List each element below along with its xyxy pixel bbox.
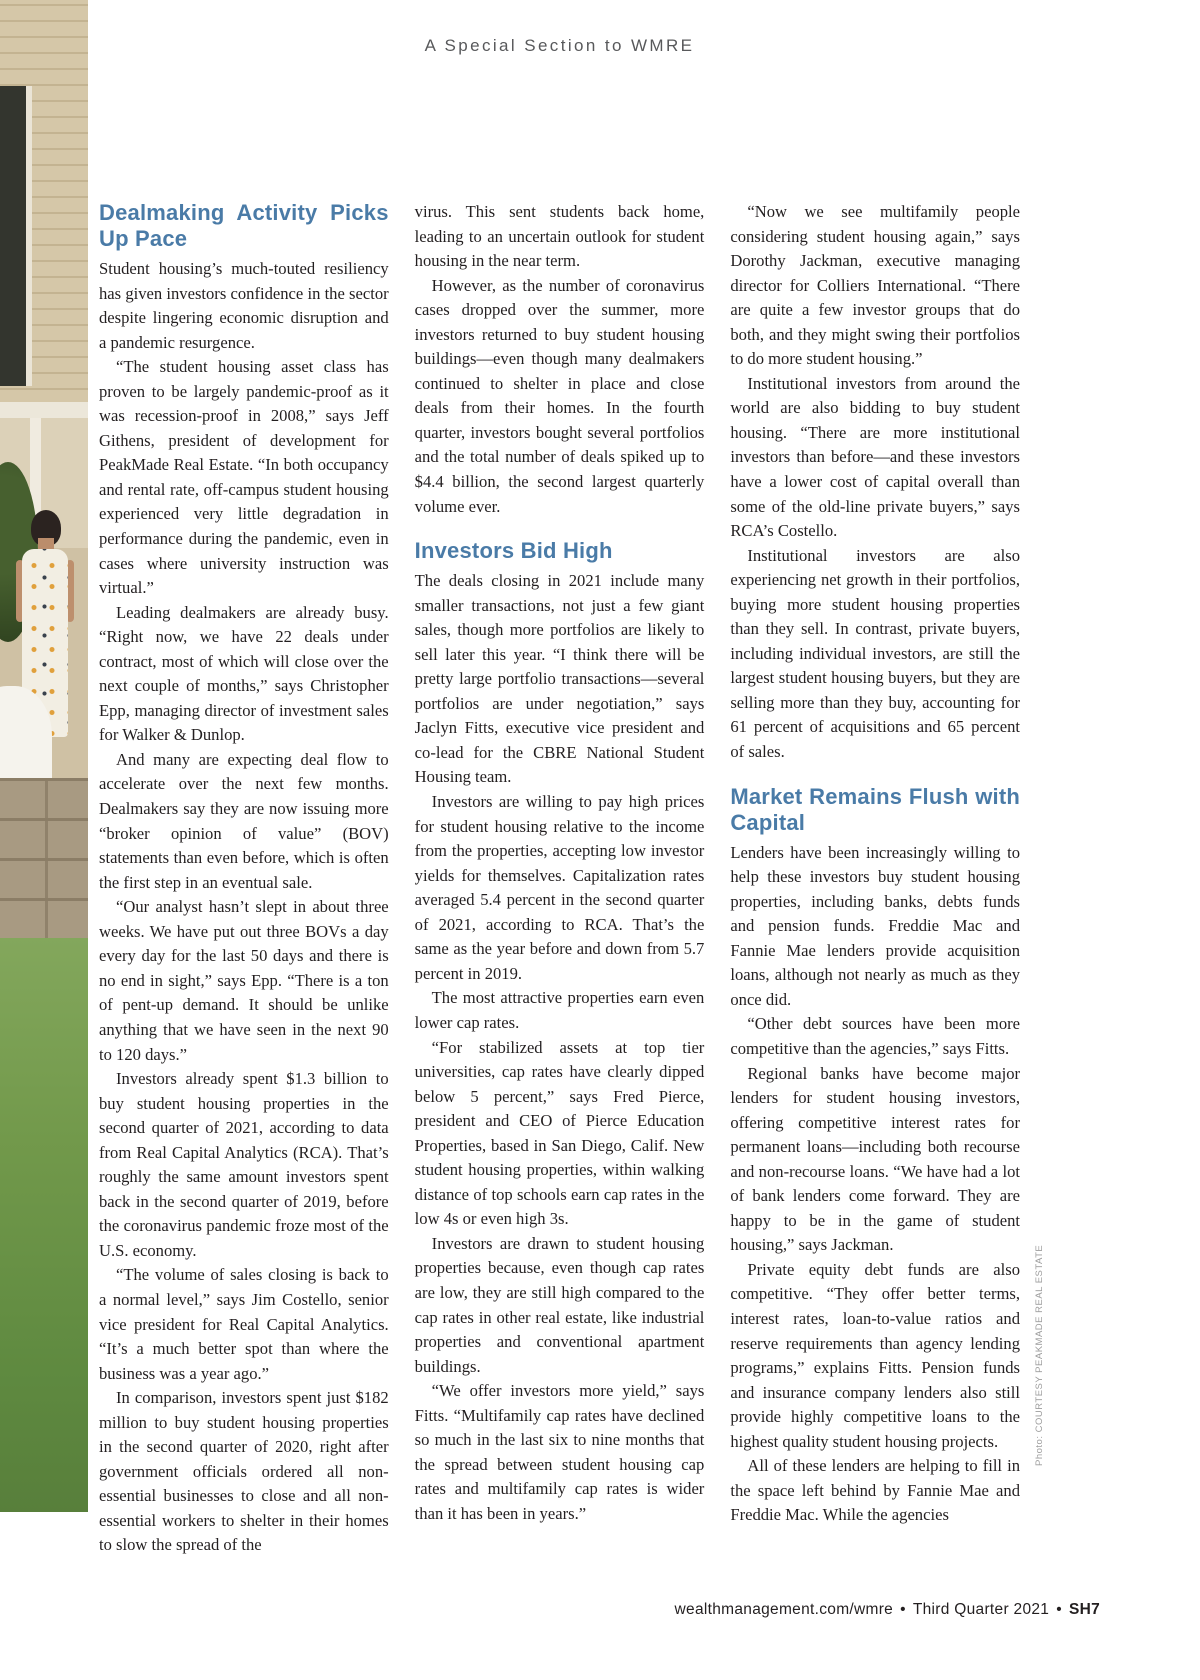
body-paragraph: The deals closing in 2021 include many smaller transactions, not just a few giant sales, though more portfolios are likely to sell later this year. “I think there will be pretty large portfolio transactions—several portfolios are under negotiation,” says Jaclyn Fitts, executive vice president and co-lead for the CBRE National Student Housing team. — [414, 571, 705, 787]
body-paragraph: Regional banks have become major lenders for student housing investors, offering competitive interest rates for permanent loans—including both recourse and non-recourse loans. “We have had a lot of bank lenders come forward. They are happy to be in the game of student housing,” says Jackman. — [730, 1063, 1021, 1255]
body-paragraph: “Other debt sources have been more competitive than the agencies,” says Fitts. — [730, 1014, 1021, 1058]
body-paragraph: In comparison, investors spent just $182 million to buy student housing properties in the second quarter of 2020, right after government officials ordered all non-essential businesses to close and all non-essential workers to shelter in their homes to slow the spread of the — [99, 1388, 389, 1555]
article-column-1 — [99, 200, 389, 1555]
body-paragraph: The most attractive properties earn even lower cap rates. — [414, 988, 705, 1032]
body-paragraph: Leading dealmakers are already busy. “Right now, we have 22 deals under contract, most of which will close over the next couple of months,” says Christopher Epp, managing director of investment sales for Walker & Dunlop. — [99, 602, 389, 745]
body-paragraph: “Now we see multifamily people considering student housing again,” says Dorothy Jackman, executive managing director for Colliers International. “There are quite a few investor groups that do both, and they might swing their portfolios to do more student housing.” — [730, 202, 1021, 369]
section-heading: Market Remains Flush with Capital — [730, 783, 1021, 835]
body-paragraph: Investors are willing to pay high prices for student housing relative to the income from the properties, accepting low investor yields for themselves. Capitalization rates averaged 5.4 percent in the second quarter of 2021, according to RCA. That’s the same as the year before and down from 5.7 percent in 2019. — [414, 792, 705, 983]
body-paragraph: “Our analyst hasn’t slept in about three weeks. We have put out three BOVs a day every day for the last 50 days and there is no end in sight,” says Epp. “There is a ton of pent-up demand. It should be unlike anything that we have seen in the next 90 to 120 days.” — [99, 897, 389, 1064]
footer-issue: Third Quarter 2021 — [912, 1601, 1050, 1618]
left-photo — [0, 0, 88, 1512]
body-paragraph: “We offer investors more yield,” says Fitts. “Multifamily cap rates have declined so much in the last six to nine months that the spread between student housing cap rates and multifamily cap rates is wider than it has been in years.” — [414, 1381, 705, 1523]
body-paragraph: Lenders have been increasingly willing to help these investors buy student housing properties, including banks, debts funds and pension funds. Freddie Mac and Fannie Mae lenders provide acquisition loans, although not nearly as much as they once did. — [730, 842, 1021, 1009]
photo-wall-trim — [0, 402, 88, 418]
photo-credit: Photo: COURTESY PEAKMADE REAL ESTATE — [1034, 1244, 1045, 1466]
footer-bullet: • — [900, 1601, 906, 1618]
body-paragraph: “For stabilized assets at top tier universities, cap rates have clearly dipped below 5 percent,” says Fred Pierce, president and CEO of Pierce Education Properties, based in San Diego, Calif. New student housing properties, within walking distance of top schools earn cap rates in the low 4s or even high 3s. — [414, 1037, 705, 1229]
body-paragraph: Investors already spent $1.3 billion to buy student housing properties in the second quarter of 2021, according to data from Real Capital Analytics (RCA). That’s roughly the same amount investors spent back in the second quarter of 2019, before the coronavirus pandemic froze most of the U.S. economy. — [99, 1069, 389, 1260]
page-header — [99, 36, 1020, 56]
footer-page-number: SH7 — [1068, 1601, 1100, 1618]
body-paragraph: Investors are drawn to student housing properties because, even though cap rates are low, they are still high compared to the cap rates in other real estate, like industrial properties and conventional apartment buildings. — [414, 1233, 705, 1376]
body-paragraph: “The student housing asset class has proven to be largely pandemic-proof as it was recession-proof in 2008,” says Jeff Githens, president of development for PeakMade Real Estate. “In both occupancy and rental rate, off-campus student housing experienced very little degradation in performance during the pandemic, even in cases where university instruction was virtual.” — [99, 357, 389, 598]
article-column-2 — [414, 200, 705, 1523]
article-columns — [99, 200, 1021, 1555]
body-paragraph: virus. This sent students back home, leading to an uncertain outlook for student housing in the near term. — [414, 202, 705, 271]
photo-window — [0, 86, 32, 386]
body-paragraph: All of these lenders are helping to fill in the space left behind by Fannie Mae and Freddie Mac. While the agencies — [730, 1456, 1021, 1525]
body-paragraph: “The volume of sales closing is back to a normal level,” says Jim Costello, senior vice president for Real Capital Analytics. “It’s a much better spot than where the business was a year ago.” — [99, 1265, 389, 1383]
page-footer — [675, 1601, 1100, 1619]
section-heading: Investors Bid High — [414, 538, 613, 564]
section-kicker: A Special Section to WMRE — [424, 36, 695, 55]
body-paragraph: However, as the number of coronavirus cases dropped over the summer, more investors returned to buy student housing buildings—even though many dealmakers continued to shelter in place and close deals from their homes. In the fourth quarter, investors bought several portfolios and the total number of deals spiked up to $4.4 billion, the second largest quarterly volume ever. — [414, 275, 705, 516]
body-paragraph: Student housing’s much-touted resiliency has given investors confidence in the sector despite lingering economic disruption and a pandemic resurgence. — [99, 259, 389, 352]
body-paragraph: Institutional investors from around the world are also bidding to buy student housing. “There are more institutional investors than before—and these investors have a lower cost of capital overall than some of the old-line private buyers,” says RCA’s Costello. — [730, 373, 1021, 541]
footer-bullet: • — [1056, 1601, 1062, 1618]
body-paragraph: Private equity debt funds are also competitive. “They offer better terms, interest rates, loan-to-value ratios and reserve requirements than agency lending programs,” explains Fitts. Pension funds and insurance company lenders also still provide highly competitive loans to the highest quality student housing projects. — [730, 1259, 1021, 1451]
footer-site: wealthmanagement.com/wmre — [674, 1601, 894, 1618]
photo-lawn — [0, 938, 88, 1512]
photo-stone-wall — [0, 778, 88, 938]
article-column-3 — [730, 200, 1021, 1525]
body-paragraph: And many are expecting deal flow to accelerate over the next few months. Dealmakers say they are now issuing more “broker opinion of value” (BOV) statements than even before, which is often the first step in an eventual sale. — [99, 749, 389, 892]
section-heading: Dealmaking Activity Picks Up Pace — [99, 200, 389, 251]
body-paragraph: Institutional investors are also experiencing net growth in their portfolios, buying more student housing properties than they sell. In contrast, private buyers, including individual investors, are still the largest student housing buyers, but they are selling more than they buy, accounting for 61 percent of acquisitions and 65 percent of sales. — [730, 545, 1021, 762]
